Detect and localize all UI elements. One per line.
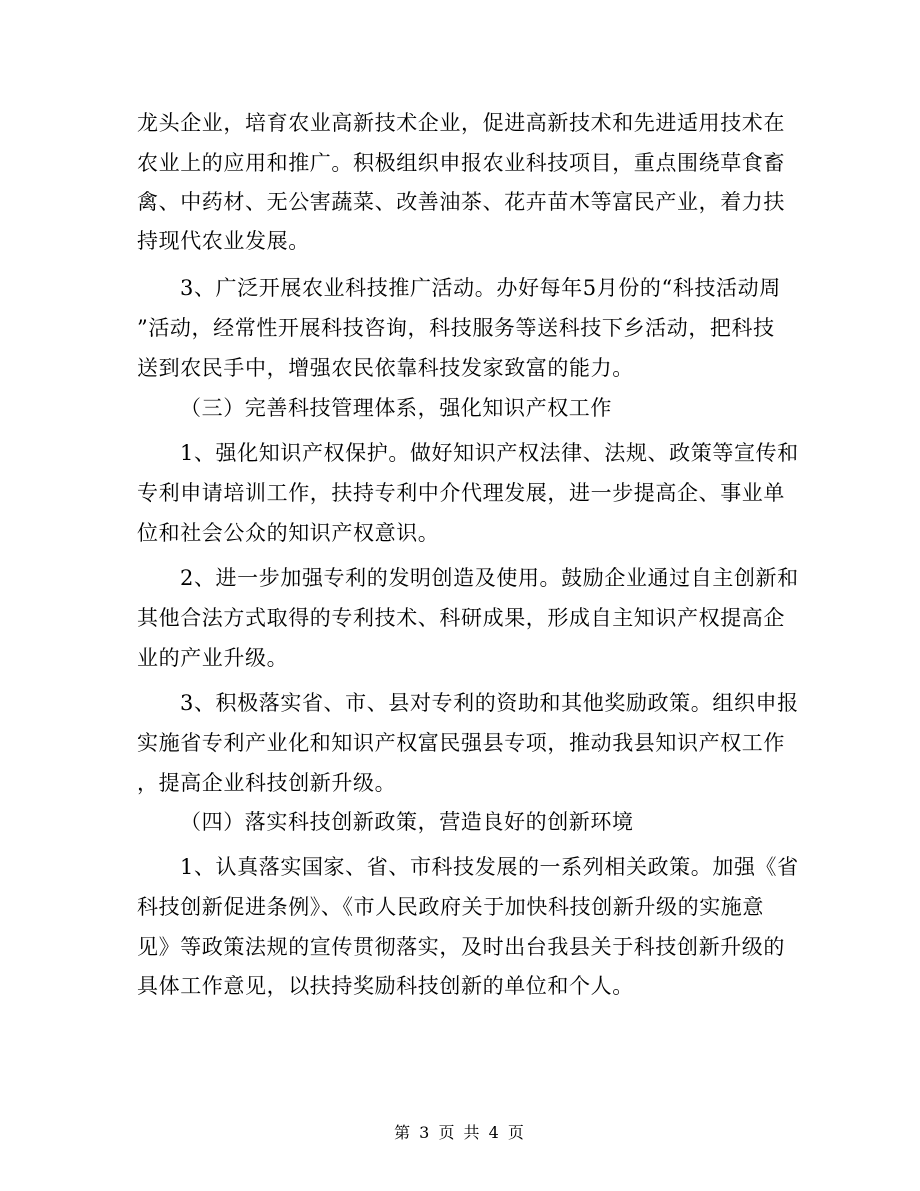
text-line-content: 2、进一步加强专利的发明创造及使用。鼓励企业通过自主创新和 [180, 566, 799, 590]
text-line-content: 具体工作意见，以扶持奖励科技创新的单位和个人。 [137, 974, 634, 998]
text-line [0, 308, 920, 348]
text-line-content: 专利申请培训工作，扶持专利中介代理发展，进一步提高企、事业单 [137, 481, 785, 505]
text-line [0, 473, 920, 513]
text-line [0, 103, 920, 143]
text-line-content: ，提高企业科技创新升级。 [137, 771, 397, 795]
text-line-content: 禽、中药材、无公害蔬菜、改善油茶、花卉苗木等富民产业，着力扶 [137, 190, 785, 214]
text-line [0, 763, 920, 803]
text-line [0, 558, 920, 598]
text-line-content: 持现代农业发展。 [137, 229, 310, 253]
section-heading [0, 802, 920, 842]
section-heading [0, 388, 920, 428]
text-line-content: ”活动，经常性开展科技咨询，科技服务等送科技下乡活动，把科技 [137, 316, 775, 340]
text-line [0, 723, 920, 763]
section-heading-text: （四）落实科技创新政策，营造良好的创新环境 [180, 810, 634, 834]
text-line-content: 农业上的应用和推广。积极组织申报农业科技项目，重点围绕草食畜 [137, 151, 785, 175]
text-line [0, 927, 920, 967]
text-line [0, 887, 920, 927]
text-line-content: 业的产业升级。 [137, 646, 289, 670]
text-line [0, 638, 920, 678]
text-line [0, 143, 920, 183]
section-heading-text: （三）完善科技管理体系，强化知识产权工作 [180, 396, 612, 420]
text-line [0, 513, 920, 553]
text-line [0, 683, 920, 723]
text-line [0, 598, 920, 638]
text-line [0, 182, 920, 222]
text-line-content: 实施省专利产业化和知识产权富民强县专项，推动我县知识产权工作 [137, 731, 785, 755]
text-line [0, 433, 920, 473]
text-line-content: 3、广泛开展农业科技推广活动。办好每年5月份的“科技活动周 [180, 276, 781, 300]
text-line [0, 221, 920, 261]
text-line [0, 268, 920, 308]
text-line-content: 送到农民手中，增强农民依靠科技发家致富的能力。 [137, 356, 634, 380]
text-line-content: 1、认真落实国家、省、市科技发展的一系列相关政策。加强《省 [180, 855, 799, 879]
text-line-content: 龙头企业，培育农业高新技术企业，促进高新技术和先进适用技术在 [137, 111, 785, 135]
text-line-content: 见》等政策法规的宣传贯彻落实，及时出台我县关于科技创新升级的 [137, 935, 785, 959]
text-line [0, 348, 920, 388]
text-line [0, 847, 920, 887]
text-line-content: 位和社会公众的知识产权意识。 [137, 521, 440, 545]
text-line [0, 966, 920, 1006]
text-line-content: 其他合法方式取得的专利技术、科研成果，形成自主知识产权提高企 [137, 606, 785, 630]
page-number: 第 3 页 共 4 页 [394, 1123, 526, 1142]
text-line-content: 科技创新促进条例》、《市人民政府关于加快科技创新升级的实施意 [137, 895, 764, 919]
text-line-content: 1、强化知识产权保护。做好知识产权法律、法规、政策等宣传和 [180, 441, 799, 465]
text-line-content: 3、积极落实省、市、县对专利的资助和其他奖励政策。组织申报 [180, 691, 799, 715]
